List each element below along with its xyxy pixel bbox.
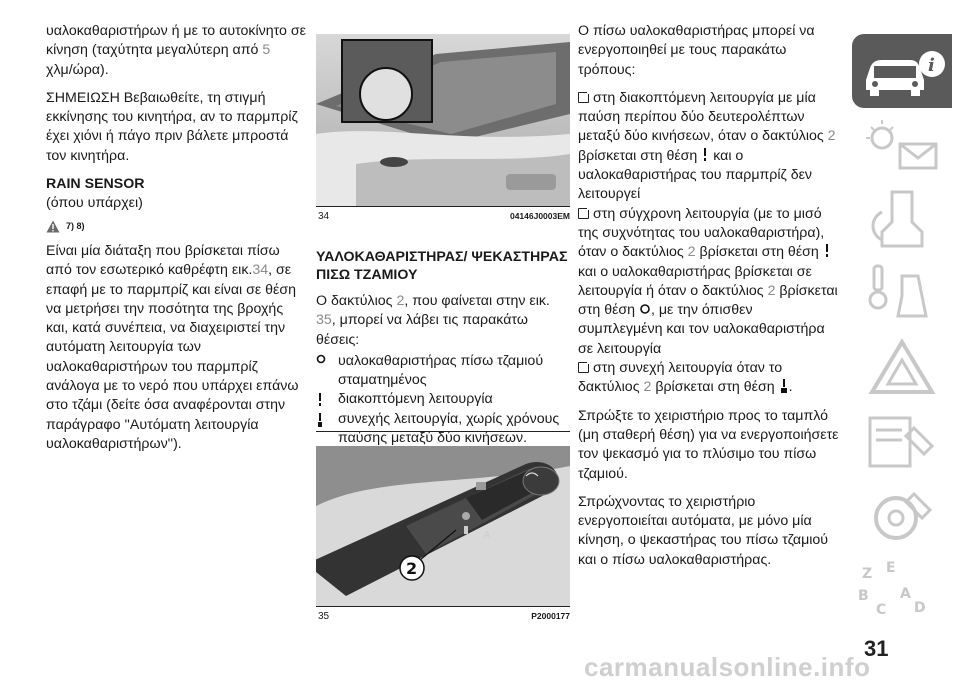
tab-index[interactable] xyxy=(852,552,952,626)
tab-car-info[interactable] xyxy=(852,34,952,108)
note-paragraph: ΣΗΜΕΙΩΣΗ Βεβαιωθείτε, τη στιγμή εκκίνησης του κινητήρα, αν το παρμπρίζ έχει χιόνι ή πάγο πριν βάλετε μπροστά τον κινητήρα. xyxy=(46,89,298,164)
figure-ref[interactable]: 35 xyxy=(316,312,332,329)
svg-text:D: D xyxy=(914,600,926,616)
text: και ο υαλοκαθαριστήρας του παρμπρίζ δεν λειτουργεί xyxy=(578,147,813,203)
figure-code: 04146J0003EM xyxy=(509,211,570,221)
figure-35 xyxy=(316,446,570,622)
column-right xyxy=(578,22,840,579)
rear-wiper-intermittent-icon xyxy=(316,392,324,408)
page-number: 31 xyxy=(864,636,889,661)
ring-ref: 2 xyxy=(767,282,776,299)
technical-data-icon xyxy=(852,478,952,552)
svg-text:E: E xyxy=(886,560,896,576)
text: βρίσκεται στη θέση xyxy=(695,244,823,261)
divider xyxy=(316,431,570,432)
ring-ref: 2 xyxy=(643,379,652,396)
text: . xyxy=(788,379,793,396)
warning-triangle-icon xyxy=(46,220,60,233)
paragraph xyxy=(46,22,308,80)
bullet-continuous xyxy=(578,359,840,398)
bullet-synchronous xyxy=(578,205,840,359)
paragraph xyxy=(316,292,570,448)
position-list xyxy=(316,352,570,448)
list-item xyxy=(316,390,570,409)
car-info-icon xyxy=(852,34,952,108)
paragraph: Σπρώξτε το χειριστήριο προς το ταμπλό (μη σταθερή θέση) για να ενεργοποιήσετε τον ψεκασμό για το πλύσιμο του πίσω τζαμιού. xyxy=(578,407,839,482)
stalk-image xyxy=(316,446,570,606)
section-subheading: (όπου υπάρχει) xyxy=(46,195,143,212)
maintenance-icon xyxy=(852,404,952,478)
ring-ref: 2 xyxy=(396,293,405,309)
figure-code: P2000177 xyxy=(531,611,570,621)
text: και ο υαλοκαθαριστήρας βρίσκεται σε λειτουργία ή όταν ο δακτύλιος xyxy=(578,263,812,299)
warning-reference xyxy=(46,217,308,236)
rear-wiper-intermittent-icon xyxy=(823,243,831,259)
text: , που φαίνεται στην εικ. xyxy=(404,293,550,309)
figure-34 xyxy=(316,34,570,206)
text: χλμ/ώρα). xyxy=(46,61,109,78)
watermark: carmanualsonline.info xyxy=(584,652,871,682)
callout-2: 2 xyxy=(406,559,418,578)
tab-crash-safety[interactable] xyxy=(852,182,952,256)
text: βρίσκεται στη θέση xyxy=(578,147,702,164)
svg-text:C: C xyxy=(876,602,887,618)
paragraph xyxy=(46,242,308,454)
tab-warning-lights[interactable] xyxy=(852,108,952,182)
column-middle xyxy=(316,34,570,448)
figure-ref[interactable]: 34 xyxy=(252,262,269,279)
column-left xyxy=(46,22,308,463)
svg-text:i: i xyxy=(928,55,935,76)
text: βρίσκεται στη θέση xyxy=(651,379,779,396)
figure-caption xyxy=(316,206,570,222)
list-item-text: συνεχής λειτουργία, χωρίς χρόνους παύσης μεταξύ δύο κινήσεων. xyxy=(338,410,560,447)
car-windshield-image xyxy=(316,34,570,206)
ring-ref: 2 xyxy=(687,244,696,261)
list-item xyxy=(316,410,570,449)
crash-safety-icon xyxy=(852,182,952,256)
text: βρίσκεται στη θέση xyxy=(578,282,838,319)
figure-number: 35 xyxy=(318,611,330,622)
section-heading: ΥΑΛΟΚΑΘΑΡΙΣΤΗΡΑΣ/ ΨΕΚΑΣΤΗΡΑΣ ΠΙΣΩ ΤΖΑΜΙΟΥ xyxy=(316,249,568,283)
speed-value: 5 xyxy=(262,42,271,59)
rear-wiper-off-icon xyxy=(639,303,651,317)
tab-maintenance[interactable] xyxy=(852,404,952,478)
text: Είναι μία διάταξη που βρίσκεται πίσω από τον εσωτερικό καθρέφτη εικ. xyxy=(46,242,280,279)
ring-ref: 2 xyxy=(827,128,836,145)
paragraph: Σπρώχνοντας το χειριστήριο ενεργοποιείται αυτόματα, με μόνο μία κίνηση, ο ψεκαστήρας του πίσω τζαμιού και ο πίσω υαλοκαθαριστήρας. xyxy=(578,493,829,568)
warning-refs: 7) 8) xyxy=(66,220,85,231)
list-item xyxy=(316,352,570,391)
text: στη σύγχρονη λειτουργία (με το μισό της συχνότητας του υαλοκαθαριστήρα), όταν ο δακτύλιος xyxy=(578,205,825,261)
bullet-icon xyxy=(578,92,589,103)
svg-text:B: B xyxy=(858,588,869,604)
tab-technical-data[interactable] xyxy=(852,478,952,552)
bullet-icon xyxy=(578,208,589,219)
text: , μπορεί να λάβει τις παρακάτω θέσεις: xyxy=(316,312,528,348)
paragraph: Ο πίσω υαλοκαθαριστήρας μπορεί να ενεργοποιηθεί με τους παρακάτω τρόπους: xyxy=(578,23,815,78)
list-item-text: υαλοκαθαριστήρας πίσω τζαμιού σταματημένος xyxy=(338,352,544,389)
rear-wiper-continuous-icon xyxy=(316,412,324,428)
text: στη διακοπτόμενη λειτουργία με μία παύση περίπου δύο δευτερολέπτων μεταξύ δύο κινήσεων, όταν ο δακτύλιος xyxy=(578,89,828,145)
tab-starting-driving[interactable] xyxy=(852,256,952,330)
svg-text:Z: Z xyxy=(862,566,873,582)
rear-wiper-off-icon xyxy=(316,354,326,366)
bullet-icon xyxy=(578,362,589,373)
text: Ο δακτύλιος xyxy=(316,293,397,309)
warning-lights-icon xyxy=(852,108,952,182)
index-icon xyxy=(852,552,952,626)
figure-number: 34 xyxy=(318,211,330,222)
wiper-stalk-image xyxy=(316,446,570,606)
text: στη συνεχή λειτουργία όταν το δακτύλιος xyxy=(578,360,783,396)
rear-wiper-continuous-icon xyxy=(779,378,789,394)
tab-emergency[interactable] xyxy=(852,330,952,404)
list-item-text: διακοπτόμενη λειτουργία xyxy=(338,391,493,408)
starting-driving-icon xyxy=(852,256,952,330)
figure-caption xyxy=(316,606,570,622)
svg-text:A: A xyxy=(900,586,911,602)
section-heading: RAIN SENSOR xyxy=(46,176,145,193)
text: υαλοκαθαριστήρων ή με το αυτοκίνητο σε κίνηση (ταχύτητα μεγαλύτερη από xyxy=(46,23,306,59)
bullet-intermittent xyxy=(578,89,840,205)
svg-text:A: A xyxy=(484,531,491,541)
text: , σε επαφή με το παρμπρίζ και είναι σε θέση να μετρήσει την ποσότητα της βροχής και, κατά συνέπεια, να διαχειριστεί την αυτόματη λειτουργία των υαλοκαθαριστήρων του παρμπρίζ ανάλογα με το νερό που υπάρχει επάνω στο τζάμι (δείτε όσα αναφέρονται στην παράγραφο ''Αυτόματη λειτουργία υαλοκαθαριστήρων''). xyxy=(46,262,299,452)
text: , με την όπισθεν συμπλεγμένη και τον υαλοκαθαριστήρα σε λειτουργία xyxy=(578,302,825,357)
emergency-icon xyxy=(852,330,952,404)
